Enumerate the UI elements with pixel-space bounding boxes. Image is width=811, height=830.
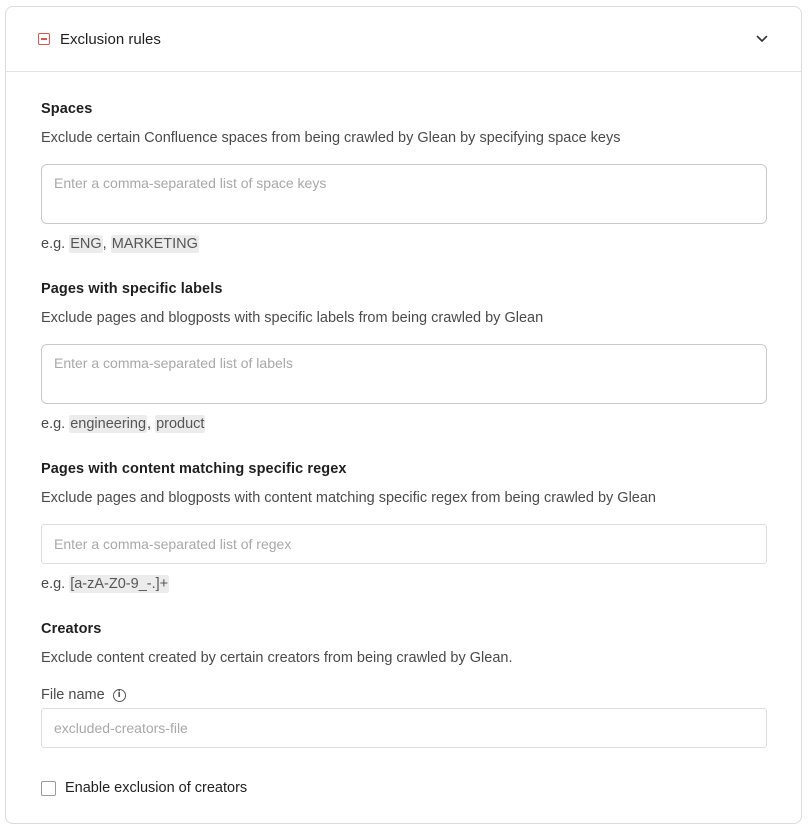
input-placeholder: excluded-creators-file [54,720,188,736]
regex-input[interactable] [41,524,767,564]
panel-title: Exclusion rules [60,30,161,48]
creators-section [41,620,766,796]
space-keys-input[interactable] [41,164,767,224]
section-description: Exclude pages and blogposts with content matching specific regex from being crawled by Glean [41,490,656,506]
example-code: MARKETING [111,236,198,252]
hint-prefix: e.g. [41,416,70,432]
section-title: Spaces [41,101,93,117]
labels-input[interactable] [41,344,767,404]
regex-section [41,460,766,594]
enable-exclusion-checkbox[interactable] [41,781,56,796]
section-title: Pages with specific labels [41,281,223,297]
example-hint: e.g. ENG, MARKETING [41,236,198,252]
section-description: Exclude certain Confluence spaces from being crawled by Glean by specifying space keys [41,130,621,146]
section-title: Pages with content matching specific regex [41,461,347,477]
hint-prefix: e.g. [41,236,70,252]
exclusion-rules-header[interactable] [6,7,801,72]
example-code: product [156,416,205,432]
enable-exclusion-row[interactable] [41,780,766,796]
input-placeholder: Enter a comma-separated list of space keys [54,175,327,191]
example-code: engineering [70,416,147,432]
section-description: Exclude pages and blogposts with specific labels from being crawled by Glean [41,310,544,326]
example-hint: e.g. engineering, product [41,416,205,432]
checkbox-label: Enable exclusion of creators [65,780,248,796]
example-hint [41,574,766,594]
input-placeholder: Enter a comma-separated list of labels [54,355,293,371]
file-name-label: File name [41,687,105,703]
chevron-down-icon[interactable] [755,32,769,46]
spaces-section [41,100,766,254]
section-description: Exclude content created by certain creators from being crawled by Glean. [41,650,513,666]
input-placeholder: Enter a comma-separated list of regex [54,536,292,552]
file-name-label-row [41,685,766,705]
info-icon[interactable]: i [113,689,126,702]
section-title: Creators [41,621,102,637]
exclusion-rules-panel [5,6,802,824]
hint-prefix: e.g. [41,576,70,592]
file-name-input[interactable] [41,708,767,748]
minus-square-icon [38,33,50,45]
labels-section [41,280,766,434]
example-code: ENG [70,236,102,252]
example-code: [a-zA-Z0-9_-.]+ [70,576,169,592]
